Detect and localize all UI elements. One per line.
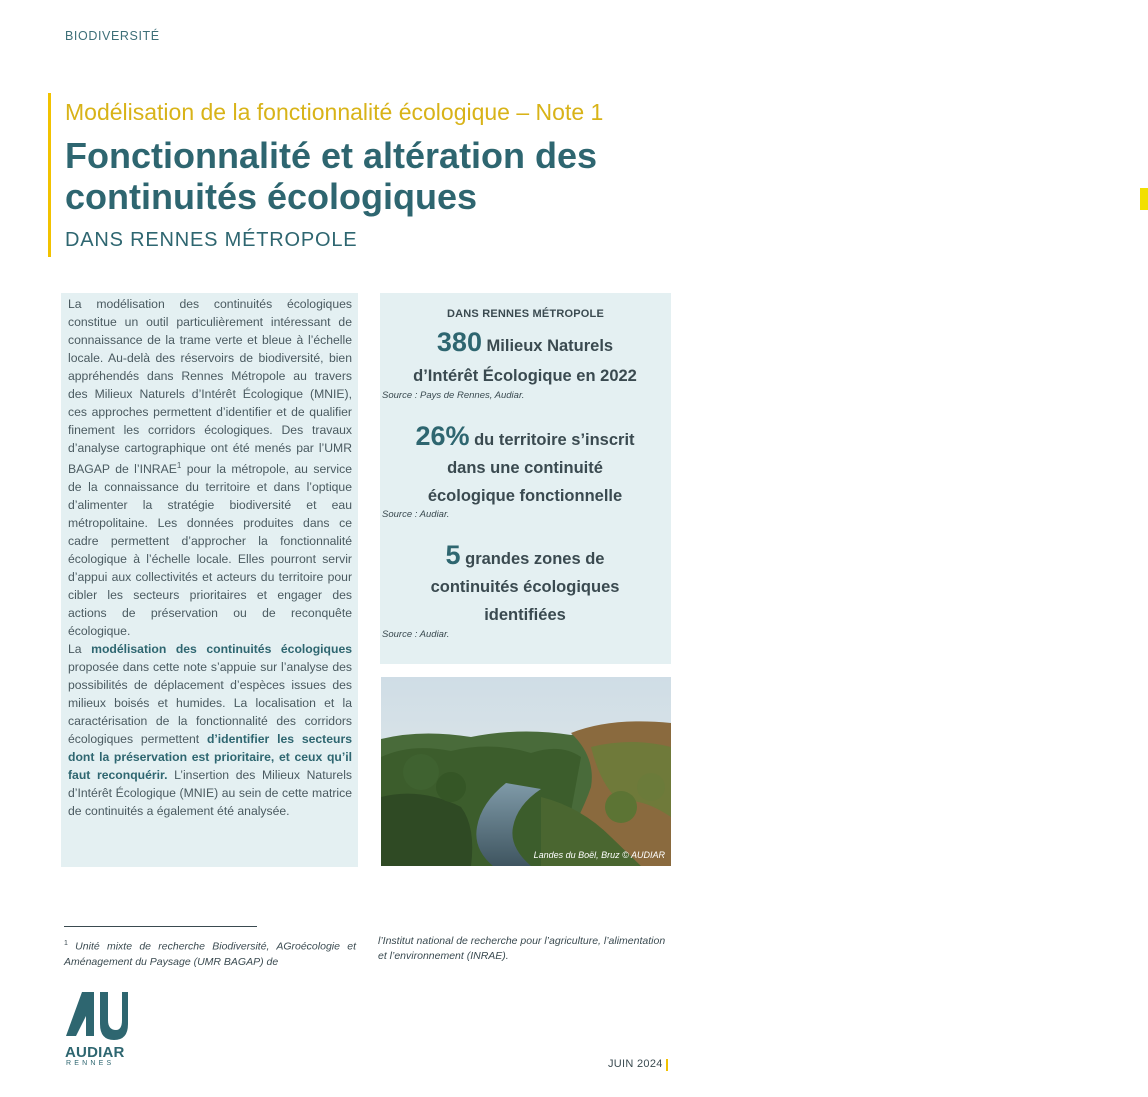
intro-p1-end: pour la métropole, au service de la connaissance du territoire et dans l’optique d’alimenter la stratégie biodiversité et eau métropolitaine. Les données produites dans ce cadre permettent d’approcher la fonctionnalité écologique à l’échelle locale. Elles pourront servir d’appui aux collectivités et acteurs du territoire pour cibler les secteurs prioritaires et engager des actions de préservation ou de reconquête écologique. <box>68 462 352 639</box>
stats-header: DANS RENNES MÉTROPOLE <box>447 308 604 320</box>
intro-p2-bold-2: d’identifier les secteurs dont la préservation est prioritaire, et ceux qu’il faut reconquérir. <box>68 732 352 783</box>
photo-caption: Landes du Boël, Bruz © AUDIAR <box>533 850 665 860</box>
intro-p2-bold-1: modélisation des continuités écologiques <box>91 642 353 657</box>
stat-territory-value: 26% <box>415 421 470 451</box>
accent-bar <box>48 93 51 257</box>
footnote-left <box>64 936 356 970</box>
logo-wordmark: AUDIAR <box>65 1044 125 1061</box>
stat-mnie-source: Source : Pays de Rennes, Audiar. <box>382 390 525 401</box>
stat-territory-text-c: écologique fonctionnelle <box>427 487 623 505</box>
stat-zones-source: Source : Audiar. <box>382 629 450 640</box>
stat-zones-value: 5 <box>445 540 461 570</box>
stat-zones-text-b: continuités écologiques <box>430 578 620 596</box>
footnote-number: 1 <box>64 940 68 947</box>
page-title-line-1: Fonctionnalité et altération des <box>65 135 598 176</box>
page-tab-marker <box>1140 188 1148 210</box>
page-title-line-2: continuités écologiques <box>65 176 478 217</box>
stat-zones <box>385 541 665 629</box>
intro-p2-a: La <box>68 642 92 657</box>
stat-territory-source: Source : Audiar. <box>382 509 450 520</box>
footnote-ref: 1 <box>176 461 182 470</box>
footnote-right: l’Institut national de recherche pour l’agriculture, l’alimentation et l’environnement (INRAE). <box>378 935 666 962</box>
stat-mnie <box>385 327 665 391</box>
stat-mnie-value: 380 <box>436 327 482 357</box>
note-subtitle: Modélisation de la fonctionnalité écologique – Note 1 <box>65 99 604 125</box>
stat-zones-text-c: identifiées <box>484 606 566 624</box>
intro-paragraph-2 <box>68 640 352 820</box>
stat-mnie-text-b: d’Intérêt Écologique en 2022 <box>413 367 637 385</box>
place-title: DANS RENNES MÉTROPOLE <box>65 229 358 251</box>
footnote-rule <box>64 926 257 927</box>
footnote-left-text: Unité mixte de recherche Biodiversité, AGroécologie et Aménagement du Paysage (UMR BAGAP) de <box>64 940 356 968</box>
landscape-photo <box>381 677 671 866</box>
logo-city: RENNES <box>66 1060 115 1067</box>
stat-zones-text-a: grandes zones de <box>460 550 605 568</box>
stat-territory-text-b: dans une continuité <box>447 459 603 477</box>
landscape-photo-image <box>381 677 671 866</box>
intro-paragraph-1 <box>68 295 352 640</box>
stat-territory <box>385 422 665 510</box>
intro-p2-b: proposée dans cette note s’appuie sur l’analyse des possibilités de déplacement d’espèces issues des milieux boisés et humides. La localisation et la caractérisation de la fonctionnalité des corridors écologiques permettent <box>68 660 352 747</box>
section-label: BIODIVERSITÉ <box>65 29 160 43</box>
intro-p1-text: La modélisation des continuités écologiques constitue un outil particulièrement intéressant de connaissance de la trame verte et bleue à l’échelle locale. Au-delà des réservoirs de biodiversité, bien appréhendés dans Rennes Métropole au travers des Milieux Naturels d’Intérêt Écologique (MNIE), ces approches permettent d’identifier et de qualifier finement les corridors écologiques. Des travaux d’analyse cartographique ont été menés par l’UMR BAGAP de l’INRAE <box>68 297 352 477</box>
intro-p2-c: L’insertion des Milieux Naturels d’Intérêt Écologique (MNIE) au sein de cette matrice de continuités a également été analysée. <box>68 768 352 819</box>
publication-date: JUIN 2024 <box>608 1058 663 1070</box>
page-title <box>65 135 725 217</box>
stat-mnie-text-a: Milieux Naturels <box>481 337 614 355</box>
intro-text <box>68 295 352 820</box>
date-marker <box>666 1059 668 1071</box>
stat-territory-text-a: du territoire s’inscrit <box>469 431 635 449</box>
